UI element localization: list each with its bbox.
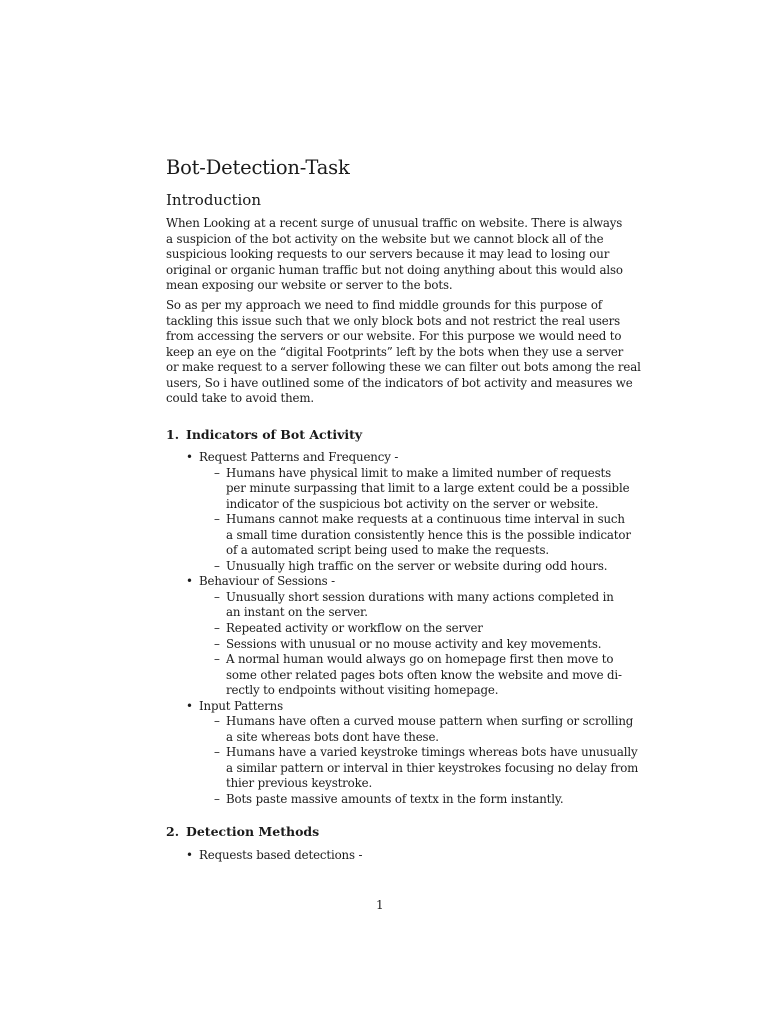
sub-list-item xyxy=(166,637,602,653)
dash-icon: – xyxy=(214,465,220,480)
item-line: Unusually high traffic on the server or website during odd hours. xyxy=(226,558,608,573)
item-line: indicator of the suspicious bot activity on the server or website. xyxy=(226,496,599,511)
introduction-paragraph-2 xyxy=(166,298,641,407)
document-page xyxy=(166,0,641,1024)
dash-icon: – xyxy=(214,792,220,807)
paragraph-line: keep an eye on the “digital Footprints” left by the bots when they use a server xyxy=(166,344,624,359)
item-line: Repeated activity or workflow on the server xyxy=(226,621,483,636)
item-line: Humans have a varied keystroke timings whereas bots have unusually xyxy=(226,745,638,760)
item-line: a small time duration consistently hence this is the possible indicator xyxy=(226,527,631,542)
item-line: Humans have often a curved mouse pattern when surfing or scrolling xyxy=(226,714,634,729)
list-item xyxy=(166,699,602,715)
paragraph-line: suspicious looking requests to our servers because it may lead to losing our xyxy=(166,247,610,262)
list-item xyxy=(166,574,602,590)
bullet-label: Request Patterns and Frequency - xyxy=(199,450,399,464)
item-line: some other related pages bots often know the website and move di- xyxy=(226,667,622,682)
paragraph-line: So as per my approach we need to find middle grounds for this purpose of xyxy=(166,298,602,312)
dash-icon: – xyxy=(214,745,220,760)
bullet-icon: • xyxy=(186,848,193,862)
list-item xyxy=(166,848,602,864)
paragraph-line: original or organic human traffic but not doing anything about this would also xyxy=(166,262,623,277)
item-line: a site whereas bots dont have these. xyxy=(226,729,439,744)
sub-list-item xyxy=(166,558,608,575)
sub-list-item xyxy=(166,589,614,621)
item-line: a similar pattern or interval in thier keystrokes focusing no delay from xyxy=(226,760,639,775)
page-number: 1 xyxy=(376,898,384,912)
item-line: A normal human would always go on homepage first then move to xyxy=(226,652,614,667)
list-item xyxy=(166,450,602,466)
sub-list-item xyxy=(166,652,622,699)
introduction-heading: Introduction xyxy=(166,191,261,209)
paragraph-line: users, So i have outlined some of the indicators of bot activity and measures we xyxy=(166,375,633,390)
introduction-paragraph-1 xyxy=(166,216,623,294)
bullet-icon: • xyxy=(186,450,193,464)
sub-list-item xyxy=(166,465,630,513)
sub-list-item xyxy=(166,621,602,637)
dash-icon: – xyxy=(214,714,220,729)
bullet-label: Requests based detections - xyxy=(199,848,363,862)
section-title: Indicators of Bot Activity xyxy=(186,427,363,442)
item-line: rectly to endpoints without visiting homepage. xyxy=(226,683,499,698)
dash-icon: – xyxy=(214,558,220,573)
item-line: an instant on the server. xyxy=(226,605,368,620)
item-line: Humans have physical limit to make a limited number of requests xyxy=(226,465,612,480)
section-2-heading xyxy=(166,824,319,840)
dash-icon: – xyxy=(214,512,220,527)
bullet-label: Behaviour of Sessions - xyxy=(199,574,336,589)
dash-icon: – xyxy=(214,652,220,667)
sub-list-item xyxy=(166,792,602,808)
section-number: 1. xyxy=(166,427,180,442)
item-line: per minute surpassing that limit to a large extent could be a possible xyxy=(226,481,630,496)
indicators-list xyxy=(166,450,639,808)
paragraph-line: from accessing the servers or our website. For this purpose we would need to xyxy=(166,329,622,344)
item-line: Bots paste massive amounts of textx in the form instantly. xyxy=(226,792,564,807)
document-title: Bot-Detection-Task xyxy=(166,156,350,179)
item-line: of a automated script being used to make the requests. xyxy=(226,543,549,558)
item-line: thier previous keystroke. xyxy=(226,776,373,791)
section-number: 2. xyxy=(166,824,180,839)
item-line: Sessions with unusual or no mouse activity and key movements. xyxy=(226,636,602,651)
paragraph-line: tackling this issue such that we only block bots and not restrict the real users xyxy=(166,313,621,328)
paragraph-line: When Looking at a recent surge of unusual traffic on website. There is always xyxy=(166,216,623,230)
section-1-heading xyxy=(166,427,362,443)
paragraph-line: mean exposing our website or server to the bots. xyxy=(166,278,453,293)
bullet-icon: • xyxy=(186,574,193,589)
item-line: Humans cannot make requests at a continuous time interval in such xyxy=(226,512,625,527)
bullet-label: Input Patterns xyxy=(199,698,283,713)
sub-list-item xyxy=(166,745,639,792)
dash-icon: – xyxy=(214,589,220,604)
dash-icon: – xyxy=(214,636,220,651)
paragraph-line: or make request to a server following these we can filter out bots among the real xyxy=(166,360,641,375)
bullet-icon: • xyxy=(186,698,193,713)
section-title: Detection Methods xyxy=(186,824,320,839)
item-line: Unusually short session durations with many actions completed in xyxy=(226,589,614,604)
detection-methods-list xyxy=(166,848,602,864)
paragraph-line: a suspicion of the bot activity on the website but we cannot block all of the xyxy=(166,231,604,246)
dash-icon: – xyxy=(214,621,220,636)
sub-list-item xyxy=(166,714,634,745)
paragraph-line: could take to avoid them. xyxy=(166,391,315,406)
sub-list-item xyxy=(166,512,631,559)
